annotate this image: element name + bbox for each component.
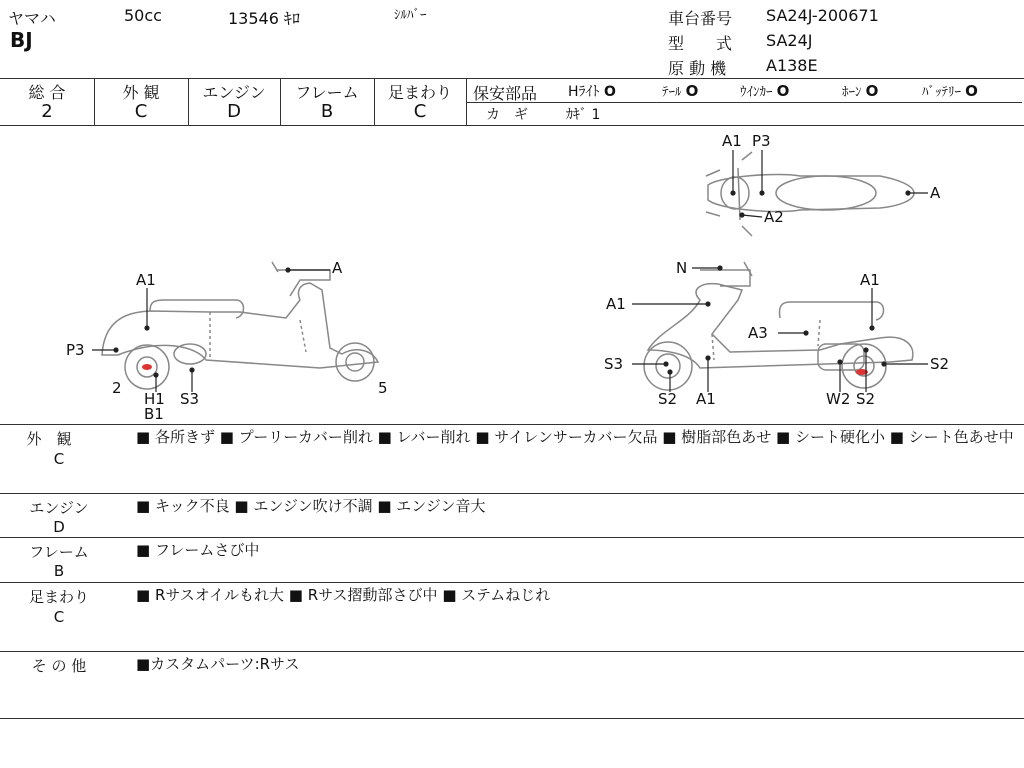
safety-item-label: Hﾗｲﾄ	[568, 84, 600, 100]
section-exterior-grade: C	[53, 450, 65, 468]
diagram-label: S2	[856, 390, 876, 408]
safety-item-winker	[740, 81, 789, 100]
grade-frame-value: B	[320, 101, 334, 122]
engine-label: 原 動 機	[668, 59, 727, 78]
section-exterior-label: 外 観	[26, 430, 72, 448]
divider	[0, 718, 1024, 719]
safety-item-label: ｳｲﾝｶｰ	[740, 85, 773, 100]
diagram-label: A	[930, 184, 941, 202]
type-label: 型 式	[668, 34, 733, 53]
section-other-text: ■カスタムパーツ:Rサス	[136, 655, 300, 673]
section-other-label: そ の 他	[31, 657, 87, 675]
diagram-label: 5	[378, 379, 388, 397]
diagram-label: S2	[658, 390, 678, 408]
diagram-label: A1	[696, 390, 716, 408]
divider	[466, 78, 467, 125]
diagram-label: 2	[112, 379, 122, 397]
diagram-label: A1	[860, 271, 880, 289]
section-suspension-text: ■ Rサスオイルもれ大 ■ Rサス摺動部さび中 ■ ステムねじれ	[136, 586, 551, 604]
safety-item-label: ﾊﾞｯﾃﾘｰ	[922, 85, 961, 100]
diagram-label: S3	[604, 355, 624, 373]
ok-mark: O	[776, 82, 790, 100]
section-exterior-text: ■ 各所きず ■ プーリーカバー削れ ■ レバー削れ ■ サイレンサーカバー欠品 ■ 樹脂部色あせ ■ シート硬化小 ■ シート色あせ中	[136, 428, 1014, 446]
left-front-wheel	[336, 343, 374, 381]
frame-number-value: SA24J-200671	[766, 6, 879, 25]
right-scooter-seat	[779, 302, 883, 320]
diagram-label: N	[676, 259, 688, 277]
grade-overall-label: 総 合	[28, 83, 66, 102]
grade-exterior-value: C	[134, 101, 148, 122]
left-scooter-stem	[272, 262, 278, 272]
diagram-label: S2	[930, 355, 950, 373]
maker: ヤマハ	[8, 9, 56, 28]
safety-item-tail	[662, 81, 698, 100]
section-engine-label: エンジン	[29, 499, 89, 517]
grade-frame-label: フレーム	[295, 83, 359, 102]
divider	[466, 102, 1022, 103]
diagram-label: A1	[606, 295, 626, 313]
frame-number-label: 車台番号	[668, 9, 733, 28]
divider	[0, 582, 1024, 583]
grade-exterior-label: 外 観	[122, 83, 160, 102]
ok-mark: O	[685, 82, 699, 100]
divider	[0, 424, 1024, 425]
safety-item-battery	[922, 81, 978, 100]
mileage: 13546 ｷﾛ	[228, 9, 300, 28]
diagram-label: A2	[764, 208, 784, 226]
section-suspension-grade: C	[53, 608, 65, 626]
diagram-label: A3	[748, 324, 768, 342]
safety-item-label: ﾃｰﾙ	[662, 85, 682, 100]
ok-mark: O	[603, 84, 616, 100]
scooter-damage-diagram	[0, 126, 1024, 424]
divider	[0, 78, 1024, 79]
key-label: カ ギ	[486, 107, 528, 123]
section-frame-label: フレーム	[29, 543, 89, 561]
grade-engine-label: エンジン	[202, 83, 266, 102]
safety-item-horn	[842, 81, 878, 100]
left-scooter-seat	[150, 300, 244, 318]
left-pulley-cover	[174, 344, 206, 364]
section-frame-grade: B	[53, 562, 65, 580]
grade-overall-value: 2	[41, 101, 53, 122]
diagram-label: W2	[826, 390, 851, 408]
diagram-label: S3	[180, 390, 200, 408]
color: ｼﾙﾊﾞｰ	[394, 8, 427, 23]
top-scooter-seat	[776, 176, 876, 210]
ok-mark: O	[965, 82, 978, 100]
safety-item-headlight	[568, 81, 616, 101]
diagram-label: P3	[752, 132, 771, 150]
grade-suspension-value: C	[413, 101, 427, 122]
right-front-wheel	[644, 342, 692, 390]
diagram-label: A1	[136, 271, 156, 289]
displacement: 50cc	[124, 6, 162, 25]
diagram-label: B1	[144, 405, 164, 423]
grade-engine-value: D	[227, 101, 241, 122]
divider	[0, 493, 1024, 494]
divider	[0, 651, 1024, 652]
section-suspension-label: 足まわり	[28, 588, 89, 606]
safety-parts-label: 保安部品	[473, 84, 538, 103]
diagram-label: H1	[144, 390, 165, 408]
type-value: SA24J	[766, 31, 813, 50]
divider	[0, 537, 1024, 538]
key-value: ｶｷﾞ 1	[566, 107, 601, 123]
safety-item-label: ﾎｰﾝ	[842, 85, 862, 100]
diagram-label: A1	[722, 132, 742, 150]
model-name: BJ	[10, 28, 33, 52]
engine-value: A138E	[766, 56, 818, 75]
section-engine-text: ■ キック不良 ■ エンジン吹け不調 ■ エンジン音大	[136, 497, 486, 515]
section-frame-text: ■ フレームさび中	[136, 541, 260, 559]
ok-mark: O	[865, 82, 879, 100]
diagram-label: P3	[66, 341, 85, 359]
section-engine-grade: D	[53, 518, 65, 536]
top-scooter-handlebar	[738, 152, 752, 236]
diagram-label: A	[332, 259, 343, 277]
grade-suspension-label: 足まわり	[387, 83, 452, 102]
damage-mark	[142, 364, 152, 370]
